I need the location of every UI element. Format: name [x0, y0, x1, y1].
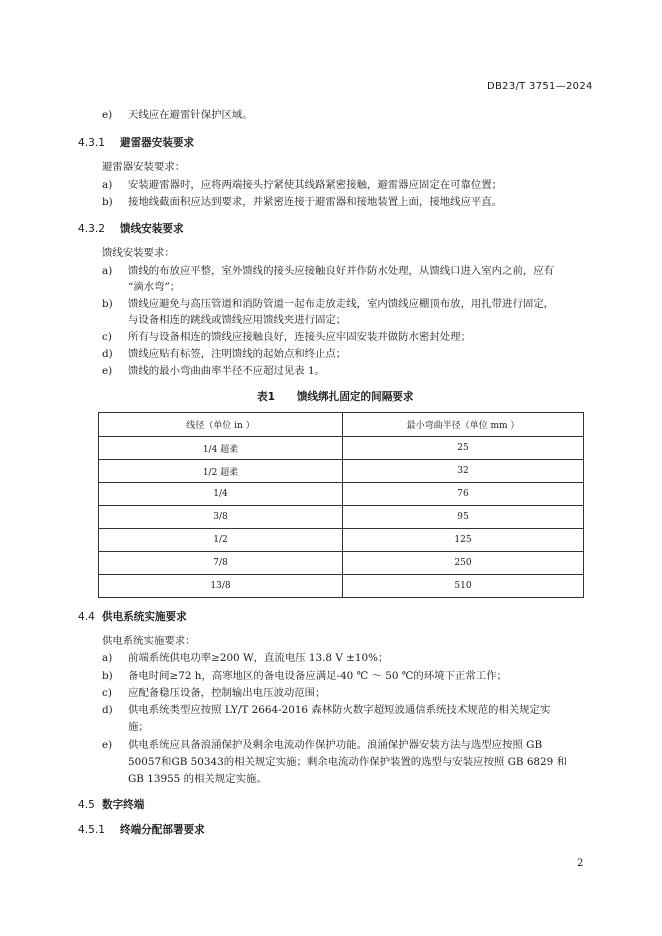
table-cell: 1/2: [99, 529, 343, 552]
item-text: 接地线截面积应达到要求，并紧密连接于避雷器和接地装置上面，接地线应平直。: [128, 196, 503, 208]
table-cell: 32: [343, 460, 584, 483]
table-cell: 95: [343, 506, 584, 529]
list-item: [102, 686, 325, 700]
list-item: [102, 297, 554, 311]
item-text: 馈线的最小弯曲曲率半径不应超过见表 1。: [128, 365, 325, 377]
item-label: b): [102, 670, 113, 682]
item-text: 前端系统供电功率≥200 W，直流电压 13.8 V ±10%；: [128, 652, 389, 664]
item-label: c): [102, 687, 112, 699]
list-item: [102, 195, 502, 209]
document-id: DB23/T 3751—2024: [487, 81, 593, 92]
table-cell: 76: [343, 483, 584, 506]
table-cell: 13/8: [99, 575, 343, 598]
item-text: 安装避雷器时，应将两端接头拧紧使其线路紧密接触，避雷器应固定在可靠位置；: [128, 179, 503, 191]
item-label: e): [102, 109, 113, 121]
table-row: [99, 437, 584, 460]
table-cell: 7/8: [99, 552, 343, 575]
table-cell: 510: [343, 575, 584, 598]
table-cell: 1/2 超柔: [99, 460, 343, 483]
table-caption-label: 表1: [257, 391, 275, 403]
item-text: 供电系统类型应按照 LY/T 2664-2016 森林防火数字超短波通信系统技术规范的相关规定实: [128, 704, 551, 716]
section-heading-4-3-2: [78, 221, 184, 236]
item-text: 馈线的布放应平整，室外馈线的接头应接触良好并作防水处理，从馈线口进入室内之前，应有: [128, 265, 555, 277]
section-intro: 馈线安装要求：: [102, 247, 175, 259]
section-heading-4-5-1: [78, 822, 205, 837]
item-text-continuation: 50057和GB 50343的相关规定实施；剩余电流动作保护装置的选型与安装应按照 GB 6829 和: [128, 756, 567, 768]
list-item: [102, 364, 325, 378]
item-label: b): [102, 196, 113, 208]
table-cell: 1/4: [99, 483, 343, 506]
list-item: [102, 347, 346, 361]
table-header-cell: 线径（单位 in ）: [99, 413, 343, 437]
table-cell: 1/4 超柔: [99, 437, 343, 460]
item-label: d): [102, 348, 113, 360]
section-number: 4.5: [78, 799, 95, 811]
section-title: 馈线安装要求: [120, 223, 184, 235]
item-label: a): [102, 179, 113, 191]
section-title: 供电系统实施要求: [102, 611, 187, 623]
table-cell: 250: [343, 552, 584, 575]
list-item: [102, 669, 507, 683]
item-text-continuation: 与设备相连的跳线或馈线应用馈线夹进行固定；: [128, 314, 347, 326]
table-row: [99, 552, 584, 575]
page-number: 2: [577, 858, 584, 869]
section-title: 避雷器安装要求: [120, 137, 195, 149]
list-item: [102, 178, 502, 192]
item-text: 备电时间≥72 h，高寒地区的备电设备应满足-40 ℃ ～ 50 ℃的环境下正常工作；: [128, 670, 507, 682]
item-label: b): [102, 298, 113, 310]
section-heading-4-3-1: [78, 135, 194, 150]
section-number: 4.3.2: [78, 223, 105, 235]
item-label: d): [102, 704, 113, 716]
table-row: [99, 575, 584, 598]
item-text: 馈线应贴有标签，注明馈线的起始点和终止点；: [128, 348, 347, 360]
table-row: [99, 506, 584, 529]
table-row: [99, 529, 584, 552]
table-cell: 125: [343, 529, 584, 552]
data-table: [98, 412, 584, 598]
item-label: e): [102, 739, 113, 751]
table-cell: 3/8: [99, 506, 343, 529]
table-row: [99, 460, 584, 483]
item-text: 馈线应避免与高压管道和消防管道一起布走放走线，室内馈线应棚顶布放，用扎带进行固定，: [128, 298, 555, 310]
item-label: e): [102, 365, 113, 377]
list-item: [102, 108, 253, 122]
item-text: 所有与设备相连的馈线应接触良好，连接头应牢固安装并做防水密封处理；: [128, 331, 471, 343]
section-heading-4-4: [78, 609, 187, 624]
table-header-row: [99, 413, 584, 437]
item-text-continuation: 施；: [128, 721, 149, 733]
section-title: 数字终端: [102, 799, 145, 811]
section-number: 4.4: [78, 611, 95, 623]
table-cell: 25: [343, 437, 584, 460]
table-caption-title: 馈线绑扎固定的间隔要求: [296, 391, 414, 403]
section-intro: 供电系统实施要求：: [102, 635, 196, 647]
section-title: 终端分配部署要求: [120, 824, 205, 836]
list-item: [102, 703, 550, 717]
table-header-cell: 最小弯曲半径（单位 mm ）: [343, 413, 584, 437]
section-number: 4.5.1: [78, 824, 105, 836]
list-item: [102, 330, 471, 344]
section-number: 4.3.1: [78, 137, 105, 149]
section-heading-4-5: [78, 797, 144, 812]
item-label: a): [102, 652, 113, 664]
item-text: 天线应在避雷针保护区域。: [128, 109, 253, 121]
section-intro: 避雷器安装要求：: [102, 161, 186, 173]
item-label: a): [102, 265, 113, 277]
item-text-continuation: GB 13955 的相关规定实施。: [128, 773, 267, 785]
item-text: 供电系统应具备浪涌保护及剩余电流动作保护功能。浪涌保护器安装方法与选型应按照 GB: [128, 739, 543, 751]
table-row: [99, 483, 584, 506]
list-item: [102, 264, 554, 278]
list-item: [102, 651, 388, 665]
table-caption: [257, 389, 414, 404]
item-text-continuation: “滴水弯”；: [128, 281, 181, 293]
list-item: [102, 738, 542, 752]
item-label: c): [102, 331, 112, 343]
item-text: 应配备稳压设备，控制输出电压波动范围；: [128, 687, 326, 699]
